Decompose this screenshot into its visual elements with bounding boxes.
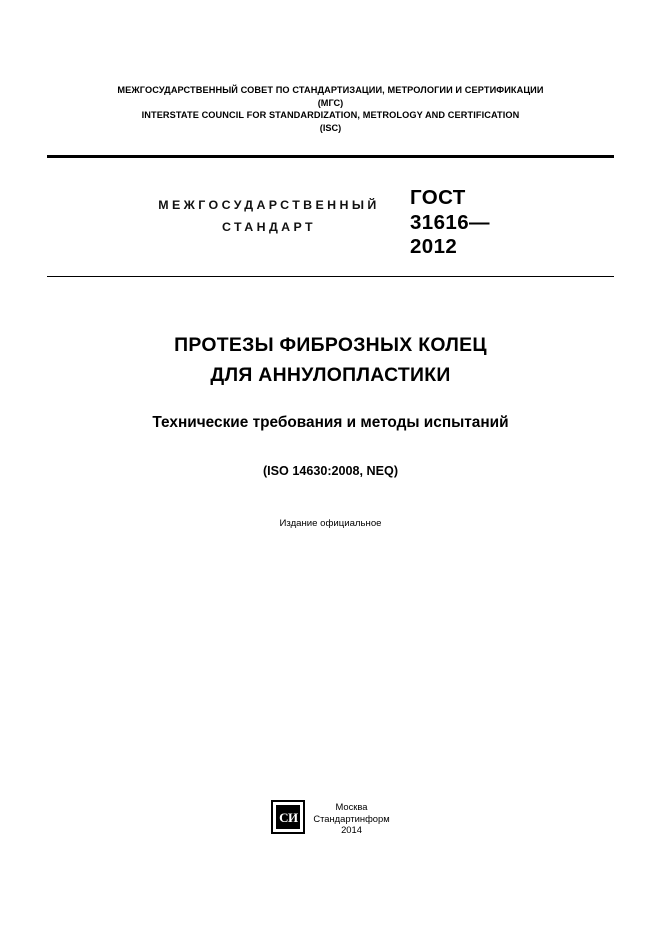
- standard-number: 31616—: [410, 210, 490, 234]
- publisher-year: 2014: [341, 824, 362, 836]
- standard-type-label-line2: СТАНДАРТ: [222, 220, 316, 234]
- standard-number-block: [410, 186, 590, 260]
- title-block: [47, 330, 614, 529]
- document-title-line1: ПРОТЕЗЫ ФИБРОЗНЫХ КОЛЕЦ: [174, 334, 487, 356]
- publisher-block: [0, 798, 661, 836]
- standard-code: ГОСТ: [410, 186, 466, 209]
- standard-type-label: [109, 194, 429, 238]
- standartinform-logo-icon: [271, 800, 305, 834]
- authority-abbr-en: (ISC): [319, 122, 342, 133]
- standard-year: 2012: [410, 235, 458, 258]
- authority-name-en: INTERSTATE COUNCIL FOR STANDARDIZATION, METROLOGY AND CERTIFICATION: [141, 110, 520, 121]
- publisher-name: Стандартинформ: [313, 812, 390, 824]
- publisher-city: Москва: [335, 801, 368, 812]
- logo-text: СИ: [279, 809, 298, 825]
- document-title: [47, 330, 614, 390]
- edition-note: Издание официальное: [279, 518, 382, 529]
- publisher-info: [313, 798, 389, 836]
- iso-reference: (ISO 14630:2008, NEQ): [262, 464, 399, 478]
- authority-name-ru: МЕЖГОСУДАРСТВЕННЫЙ СОВЕТ ПО СТАНДАРТИЗАЦИИ, МЕТРОЛОГИИ И СЕРТИФИКАЦИИ: [117, 85, 544, 95]
- divider-mid-thin: [47, 276, 614, 277]
- document-title-line2: ДЛЯ АННУЛОПЛАСТИКИ: [210, 364, 451, 386]
- standard-type-label-line1: МЕЖГОСУДАРСТВЕННЫЙ: [158, 198, 380, 212]
- divider-top-thick: [47, 155, 614, 158]
- authority-abbr-ru: (МГС): [317, 97, 344, 108]
- standard-designation-row: [47, 186, 614, 266]
- issuing-authority-block: [47, 84, 614, 134]
- document-subtitle: Технические требования и методы испытаний: [152, 414, 509, 431]
